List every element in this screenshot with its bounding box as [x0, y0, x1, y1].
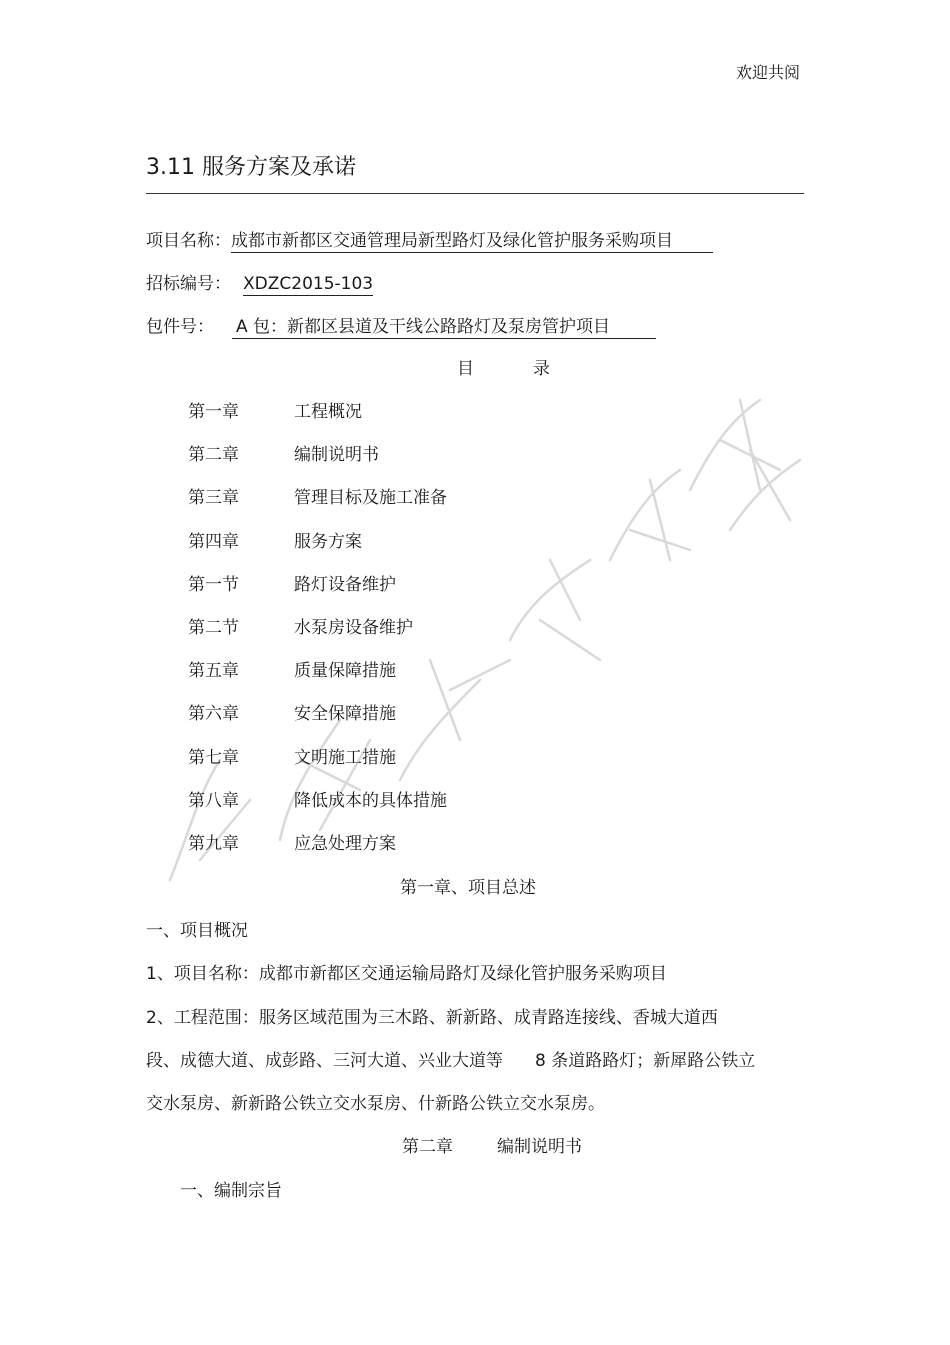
toc-item-text: 质量保障措施 [294, 661, 396, 682]
toc-item [188, 397, 362, 422]
chapter2-title-right: 编制说明书 [497, 1137, 582, 1157]
page-header-text: 欢迎共阅 [735, 63, 800, 82]
toc-item [188, 656, 396, 681]
bid-number-row [146, 269, 373, 296]
bid-number-value: XDZC2015-103 [243, 274, 374, 294]
chapter1-line-2: 2、工程范围：服务区域范围为三木路、新新路、成青路连接线、香城大道西 [146, 1008, 718, 1028]
toc-item-number: 第九章 [188, 834, 239, 854]
title-divider [146, 193, 804, 194]
toc-item-number: 第七章 [188, 747, 239, 768]
toc-item-number: 第二章 [188, 445, 239, 466]
toc-item-text: 安全保障措施 [294, 704, 396, 725]
package-row [146, 312, 656, 339]
chapter1-line-1: 1、项目名称：成都市新都区交通运输局路灯及绿化管护服务采购项目 [146, 964, 667, 984]
project-name-row [146, 226, 713, 253]
toc-item [188, 743, 396, 768]
toc-item-number: 第四章 [188, 531, 239, 552]
package-label: 包件号： [146, 317, 214, 337]
chapter1-line-3b: 8 条道路路灯；新犀路公铁立 [535, 1051, 756, 1071]
toc-item-text: 管理目标及施工准备 [294, 488, 447, 509]
toc-item [188, 570, 396, 595]
chapter1-line-3 [146, 1046, 755, 1071]
section-title: 3.11 服务方案及承诺 [146, 155, 356, 180]
toc-item-number: 第三章 [188, 488, 239, 509]
toc-item-text: 水泵房设备维护 [294, 618, 413, 638]
toc-item [188, 527, 362, 552]
toc-item [188, 699, 396, 724]
chapter2-section-heading: 一、编制宗旨 [180, 1181, 282, 1201]
project-name-value: 成都市新都区交通管理局新型路灯及绿化管护服务采购项目 [231, 226, 713, 253]
toc-item-text: 服务方案 [294, 531, 362, 552]
toc-item-number: 第一章 [188, 402, 239, 422]
toc-item-number: 第八章 [188, 790, 239, 811]
toc-item-number: 第一节 [188, 574, 239, 595]
toc-item-text: 工程概况 [294, 402, 362, 422]
chapter1-section-heading: 一、项目概况 [146, 921, 248, 941]
chapter1-line-4: 交水泵房、新新路公铁立交水泵房、什新路公铁立交水泵房。 [146, 1094, 605, 1114]
bid-number-label: 招标编号： [146, 274, 231, 294]
project-name-label: 项目名称： [146, 231, 231, 251]
toc-item [188, 829, 396, 854]
chapter2-title-left: 第二章 [402, 1137, 453, 1157]
toc-item-number: 第六章 [188, 704, 239, 725]
toc-heading-right: 录 [533, 359, 550, 379]
chapter1-title: 第一章、项目总述 [400, 878, 536, 898]
toc-item-text: 路灯设备维护 [294, 574, 396, 595]
toc-item [188, 613, 413, 638]
toc-item-text: 文明施工措施 [294, 747, 396, 768]
toc-heading-left: 目 [457, 359, 474, 379]
toc-item-text: 编制说明书 [294, 445, 379, 466]
toc-item-number: 第二节 [188, 618, 239, 638]
toc-item [188, 786, 447, 811]
chapter1-line-3a: 段、成德大道、成彭路、三河大道、兴业大道等 [146, 1051, 503, 1071]
toc-item-number: 第五章 [188, 661, 239, 682]
toc-item-text: 应急处理方案 [294, 834, 396, 854]
toc-item-text: 降低成本的具体措施 [294, 790, 447, 811]
toc-item [188, 440, 379, 465]
toc-item [188, 483, 447, 508]
package-value: A 包：新都区县道及干线公路路灯及泵房管护项目 [232, 312, 656, 339]
